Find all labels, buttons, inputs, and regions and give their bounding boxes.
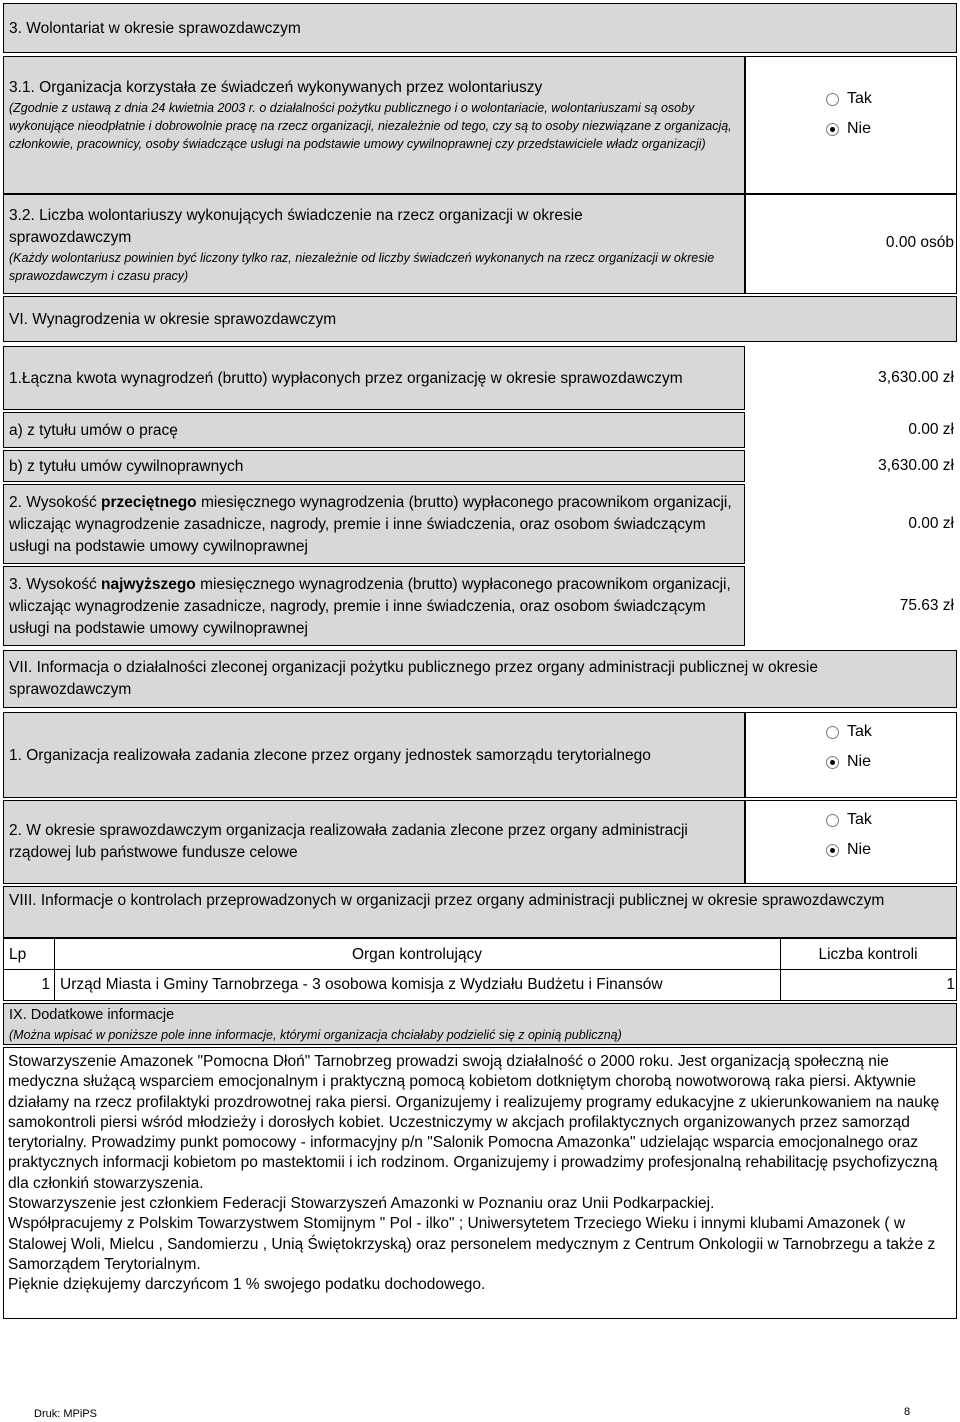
question-7-1: 1. Organizacja realizowała zadania zlecone przez organy jednostek samorządu terytorialnego: [3, 712, 745, 798]
max-salary-row: 3. Wysokość najwyższego miesięcznego wynagrodzenia (brutto) wypłaconego pracownikom organizacji, wliczając wynagrodzenie zasadnicze, nagrody, premie i inne świadczenia, oraz osobom świadczącym usługi na podstawie umowy cywilnoprawnej: [3, 566, 745, 646]
section-8-heading: VIII. Informacje o kontrolach przeprowadzonych w organizacji przez organy administracji publicznej w okresie sprawozdawczym: [3, 886, 957, 938]
question-3-2-value: 0.00 osób: [885, 234, 954, 251]
info-paragraph-1: Stowarzyszenie Amazonek "Pomocna Dłoń" Tarnobrzeg prowadzi swoją działalność o 2000 roku. Jest organizacją społeczną nie medyczna służącą wsparciem emocjonalnym i praktyczną pomocą kobietom dotkniętym chorobą nowotworową raka piersi. Aktywnie działamy na rzecz profilaktyki prozdrowotnej raka piersi. Organizujemy i realizujemy programy edukacyjne z ukierunkowaniem na naukę samokontroli piersi wśród młodzieży i dorosłych kobiet. Uczestniczymy w akcjach profilaktycznych organizowanych przez samorząd terytorialny. Prowadzimy punkt pomocowy - informacyjny p/n "Salonik Pomocna Amazonka" udzielając wsparcia emocjonalnego oraz praktycznych informacji kobietom po mastektomii i ich rodzinom. Organizujemy i prowadzimy profesjonalną rehabilitację psychofizyczną dla członkiń stowarzyszenia.: [8, 1053, 940, 1192]
radio-tak[interactable]: Tak: [826, 805, 872, 835]
col-organ: Organ kontrolujący: [351, 946, 483, 963]
total-salaries-row: 1.Łączna kwota wynagrodzeń (brutto) wypłaconych przez organizację w okresie sprawozdawczym: [3, 346, 745, 410]
section-7-heading: VII. Informacja o działalności zleconej organizacji pożytku publicznego przez organy administracji publicznej w okresie sprawozdawczym: [3, 650, 957, 708]
question-3-1-radio-group: [826, 84, 872, 144]
question-3-2-title: 3.2. Liczba wolontariuszy wykonujących świadczenie na rzecz organizacji w okresie sprawozdawczym: [9, 207, 583, 246]
footer-print: Druk: MPiPS: [34, 1408, 97, 1420]
radio-tak[interactable]: Tak: [826, 84, 872, 114]
question-7-2-radio-group: [826, 805, 872, 865]
row-lp: 1: [41, 976, 50, 993]
radio-icon[interactable]: [826, 726, 839, 739]
info-paragraph-3: Współpracujemy z Polskim Towarzystwem Stomijnym " Pol - ilko" ; Uniwersytetem Trzeciego Wieku i innymi klubami Amazonek ( w Stalowej Woli, Mielcu , Sandomierzu , Unią Świętokrzyską) oraz personelem medycznym z Centrum Onkologii w Tarnobrzegu a także z Samorządem Terytorialnym.: [8, 1215, 936, 1273]
radio-selected-icon[interactable]: [826, 756, 839, 769]
col-count: Liczba kontroli: [818, 946, 918, 963]
col-lp: Lp: [9, 946, 27, 963]
salaries-a-value: 0.00 zł: [908, 421, 954, 438]
average-salary-value: 0.00 zł: [908, 515, 954, 532]
question-7-1-radio-group: [826, 717, 872, 777]
section-9-heading: [3, 1003, 957, 1045]
additional-info-box: [3, 1047, 957, 1319]
radio-selected-icon[interactable]: [826, 123, 839, 136]
info-paragraph-4: Pięknie dziękujemy darczyńcom 1 % swojego podatku dochodowego.: [8, 1276, 486, 1294]
info-paragraph-2: Stowarzyszenie jest członkiem Federacji Stowarzyszeń Amazonki w Poznaniu oraz Unii Podkarpackiej.: [8, 1195, 715, 1213]
question-3-2: [3, 194, 745, 294]
question-3-1: [3, 56, 745, 194]
average-salary-row: 2. Wysokość przeciętnego miesięcznego wynagrodzenia (brutto) wypłaconego pracownikom organizacji, wliczając wynagrodzenie zasadnicze, nagrody, premie i inne świadczenia, oraz osobom świadczącym usługi na podstawie umowy cywilnoprawnej: [3, 484, 745, 564]
max-salary-value: 75.63 zł: [899, 597, 954, 614]
section-6-heading: VI. Wynagrodzenia w okresie sprawozdawczym: [3, 296, 957, 342]
section-9-title: IX. Dodatkowe informacje: [9, 1007, 175, 1023]
radio-nie[interactable]: Nie: [826, 747, 872, 777]
table-row: [3, 969, 957, 1001]
controls-table-header: [3, 938, 957, 970]
question-7-2: 2. W okresie sprawozdawczym organizacja realizowała zadania zlecone przez organy administracji rządowej lub państwowe fundusze celowe: [3, 800, 745, 884]
question-3-2-note: (Każdy wolontariusz powinien być liczony tylko raz, niezależnie od liczby świadczeń wykonanych na rzecz organizacji w okresie sprawozdawczym i czasu pracy): [9, 251, 715, 283]
row-count: 1: [946, 976, 955, 993]
radio-nie[interactable]: Nie: [826, 114, 872, 144]
radio-selected-icon[interactable]: [826, 844, 839, 857]
total-salaries-value: 3,630.00 zł: [878, 369, 954, 386]
radio-icon[interactable]: [826, 93, 839, 106]
average-emphasis: przeciętnego: [101, 494, 197, 511]
section-3-heading: 3. Wolontariat w okresie sprawozdawczym: [3, 3, 957, 53]
page-number: 8: [904, 1406, 911, 1418]
radio-tak[interactable]: Tak: [826, 717, 872, 747]
salaries-a-row: a) z tytułu umów o pracę: [3, 412, 745, 448]
row-organ: Urząd Miasta i Gminy Tarnobrzega - 3 osobowa komisja z Wydziału Budżetu i Finansów: [60, 976, 663, 993]
section-9-note: (Można wpisać w poniższe pole inne informacje, którymi organizacja chciałaby podzielić się z opinią publiczną): [9, 1028, 622, 1042]
radio-nie[interactable]: Nie: [826, 835, 872, 865]
salaries-b-row: b) z tytułu umów cywilnoprawnych: [3, 450, 745, 482]
radio-icon[interactable]: [826, 814, 839, 827]
max-emphasis: najwyższego: [101, 576, 196, 593]
question-3-1-note: (Zgodnie z ustawą z dnia 24 kwietnia 2003 r. o działalności pożytku publicznego i o wolontariacie, wolontariuszami są osoby wykonujące nieodpłatnie i dobrowolnie pracę na rzecz organizacji, niezależnie od tego, czy są to osoby niezwiązane z organizacją, członkowie, pracownicy, osoby świadczące usługi na podstawie umowy cywilnoprawnej czy przedstawiciele władz organizacji): [9, 101, 732, 151]
salaries-b-value: 3,630.00 zł: [878, 457, 954, 474]
question-3-1-title: 3.1. Organizacja korzystała ze świadczeń wykonywanych przez wolontariuszy: [9, 79, 543, 96]
